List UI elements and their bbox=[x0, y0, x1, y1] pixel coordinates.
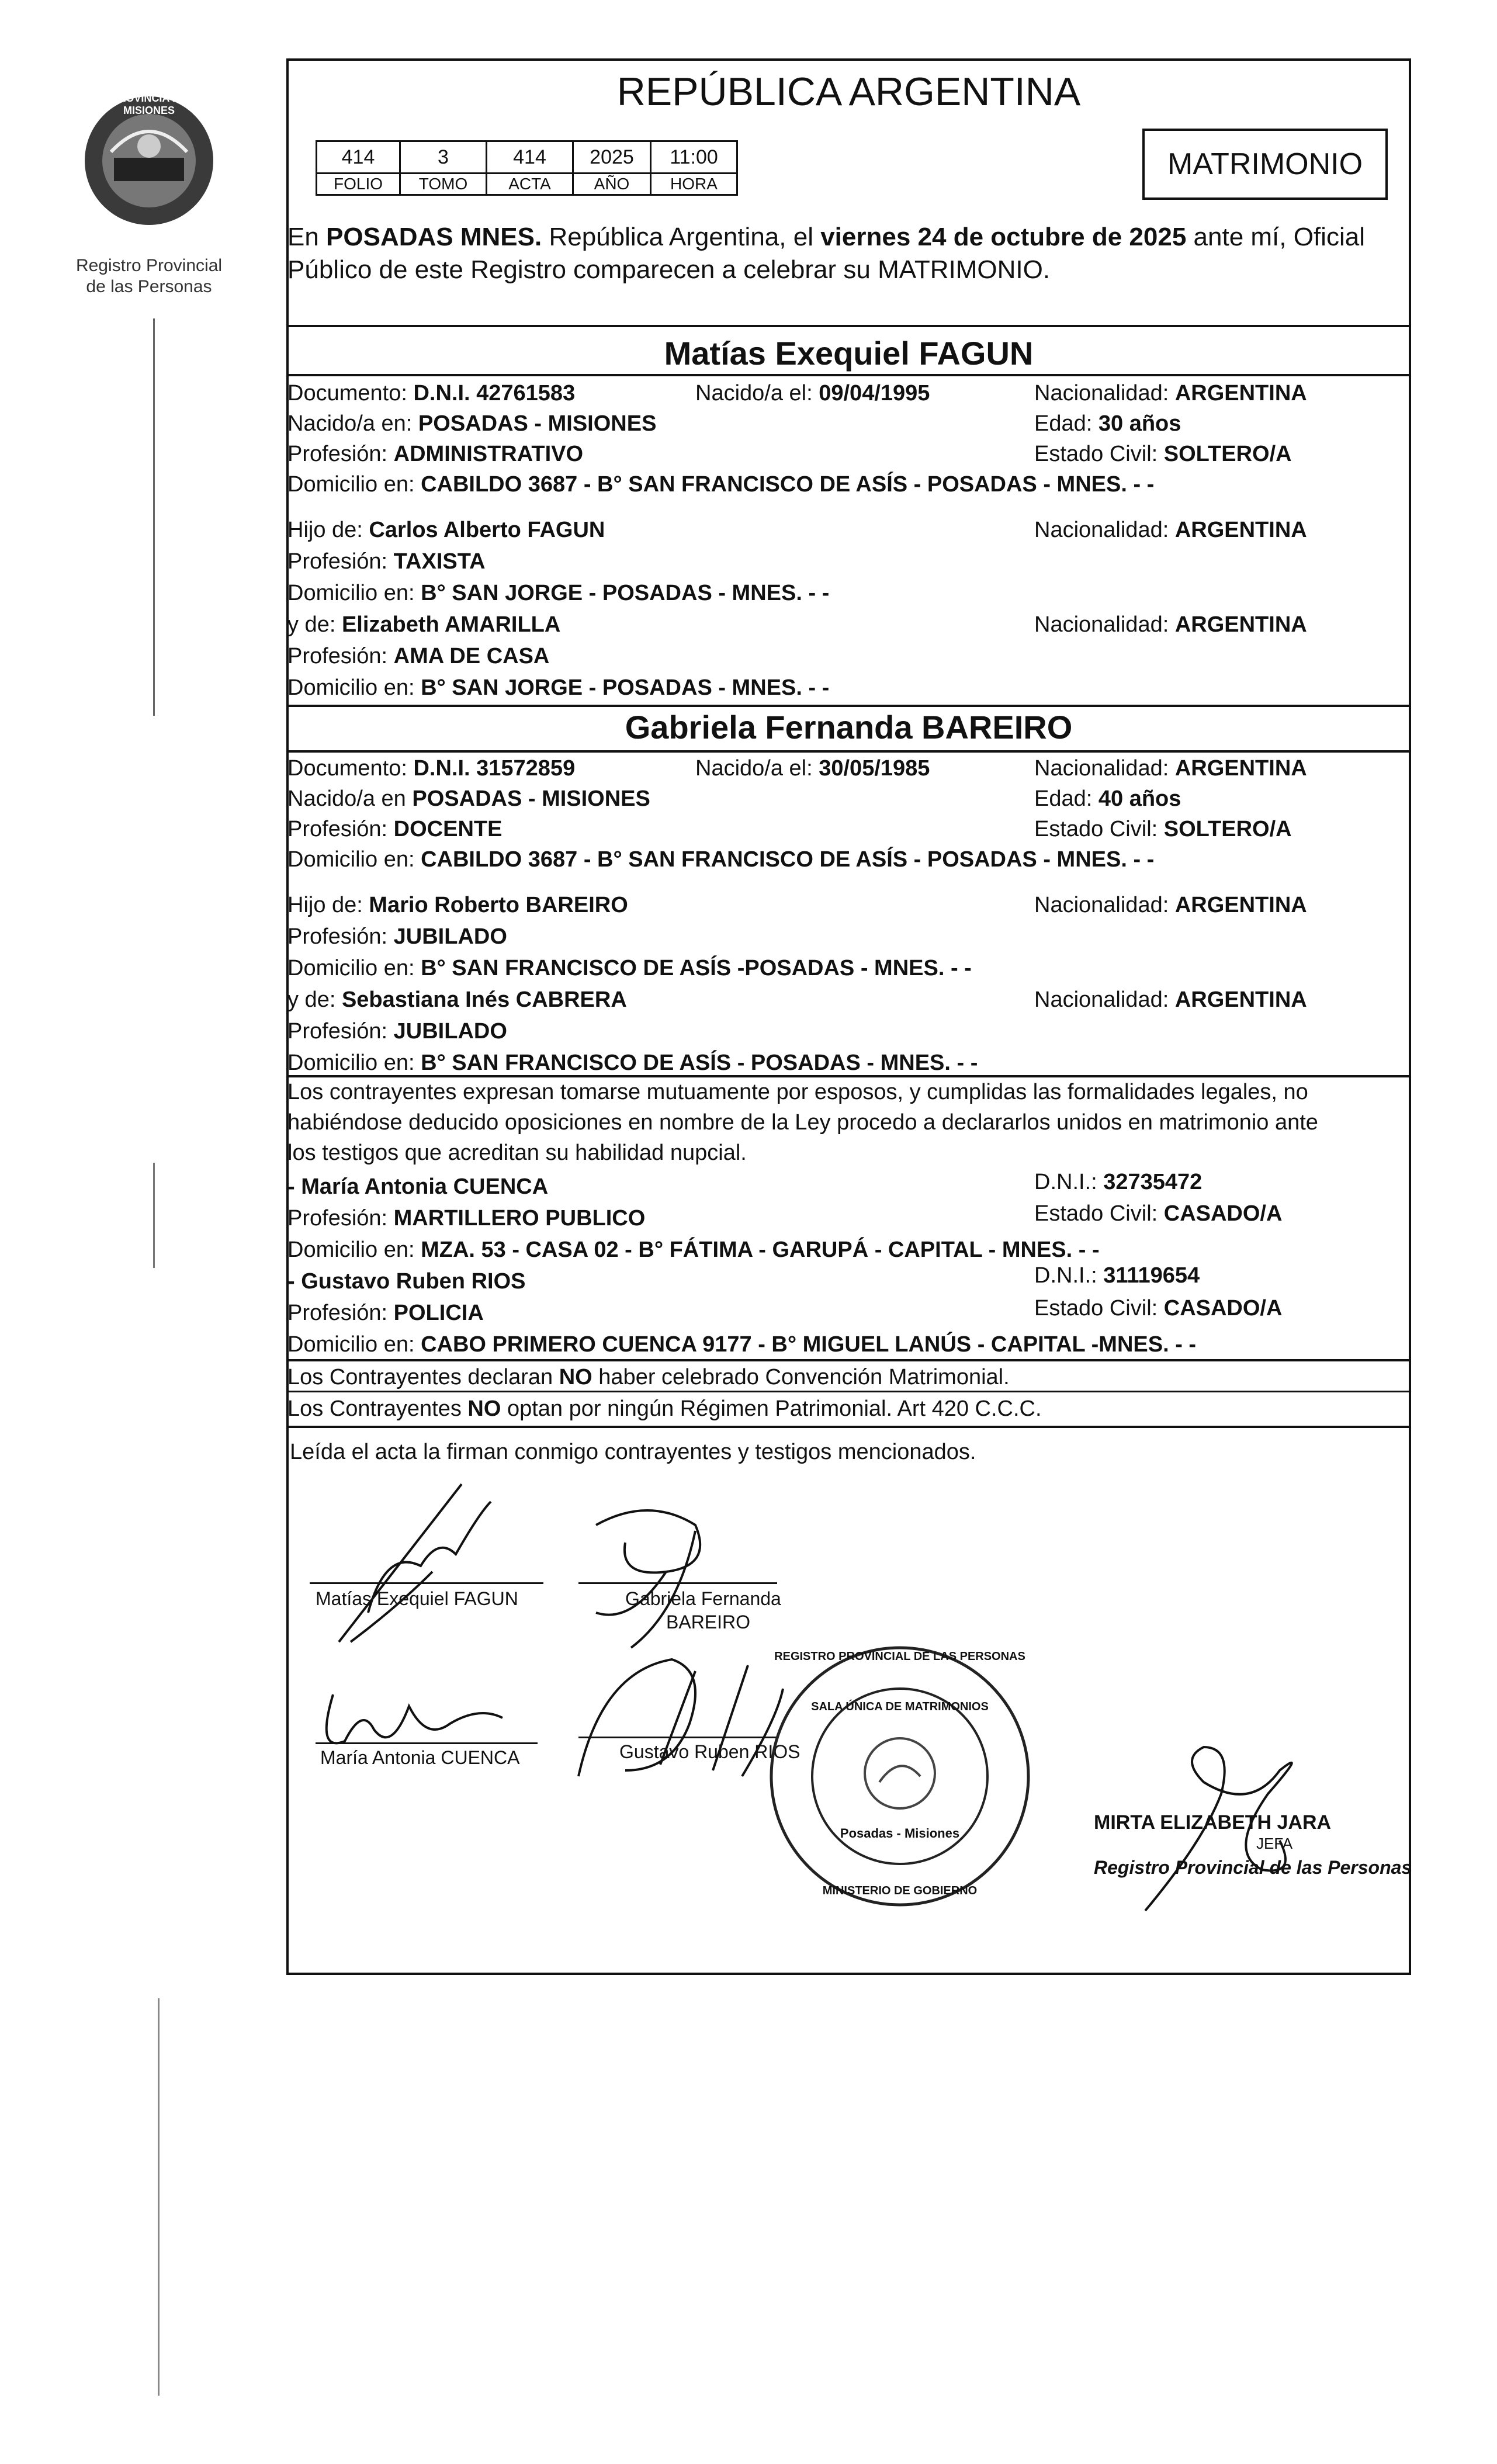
nat-value: ARGENTINA bbox=[1174, 893, 1307, 917]
label: Edad: bbox=[1034, 411, 1099, 436]
witness2-civil-status bbox=[1034, 1295, 1282, 1322]
divider bbox=[286, 1359, 1411, 1361]
bride-age bbox=[1034, 785, 1181, 812]
label: Profesión: bbox=[287, 1206, 394, 1231]
addr-value: B° SAN FRANCISCO DE ASÍS -POSADAS - MNES. - - bbox=[421, 956, 972, 980]
groom-dni: D.N.I. 42761583 bbox=[413, 381, 576, 406]
officer-office: Registro Provincial de las Personas bbox=[1094, 1857, 1412, 1878]
witness2-address bbox=[287, 1331, 1196, 1358]
groom-address bbox=[287, 471, 1154, 498]
acta-value: 414 bbox=[487, 141, 573, 174]
groom-mother-address bbox=[287, 674, 829, 701]
bride-father-profession bbox=[287, 923, 507, 950]
groom-signature-icon bbox=[316, 1467, 561, 1654]
stamp-inner-text: SALA ÚNICA DE MATRIMONIOS bbox=[811, 1700, 989, 1713]
bride-father-address bbox=[287, 955, 972, 982]
groom-civil-value: SOLTERO/A bbox=[1163, 442, 1292, 466]
page-title: REPÚBLICA ARGENTINA bbox=[616, 70, 1081, 114]
label: Profesión: bbox=[287, 549, 394, 574]
groom-birthplace bbox=[287, 410, 656, 437]
divider bbox=[286, 325, 1411, 327]
prof-value: MARTILLERO PUBLICO bbox=[393, 1206, 646, 1231]
groom-father-address bbox=[287, 580, 829, 607]
folio-value: 414 bbox=[317, 141, 400, 174]
dni-value: 32735472 bbox=[1103, 1170, 1203, 1194]
text: optan por ningún Régimen Patrimonial. Art 420 C.C.C. bbox=[501, 1396, 1042, 1421]
witness1-signature-icon bbox=[310, 1636, 555, 1765]
label: Profesión: bbox=[287, 924, 394, 949]
witness2-profession bbox=[287, 1299, 484, 1326]
officer-role: JEFA bbox=[1256, 1835, 1293, 1852]
stamp-bottom-text: MINISTERIO DE GOBIERNO bbox=[822, 1884, 978, 1897]
witness1-dni bbox=[1034, 1169, 1202, 1195]
prof-value: TAXISTA bbox=[393, 549, 486, 574]
margin-mark bbox=[153, 1163, 155, 1268]
signature-line bbox=[316, 1742, 538, 1744]
hora-label: HORA bbox=[651, 174, 737, 195]
groom-profession bbox=[287, 441, 583, 467]
groom-address-value: CABILDO 3687 - B° SAN FRANCISCO DE ASÍS - POSADAS - MNES. - - bbox=[421, 472, 1155, 497]
prof-value: JUBILADO bbox=[393, 924, 507, 949]
label: Profesión: bbox=[287, 644, 394, 668]
intro-place: POSADAS MNES. bbox=[326, 223, 542, 251]
label: Nacionalidad: bbox=[1034, 893, 1175, 917]
logo-caption-line2: de las Personas bbox=[86, 277, 212, 296]
addr-value: B° SAN JORGE - POSADAS - MNES. - - bbox=[421, 675, 830, 700]
groom-name: Matías Exequiel FAGUN bbox=[664, 335, 1034, 372]
label: Profesión: bbox=[287, 442, 394, 466]
signature-line bbox=[310, 1582, 543, 1584]
bride-dni: D.N.I. 31572859 bbox=[413, 756, 576, 781]
groom-mother-name: Elizabeth AMARILLA bbox=[341, 612, 561, 637]
bride-born bbox=[695, 755, 930, 782]
stamp-city: Posadas - Misiones bbox=[840, 1826, 960, 1841]
label: Profesión: bbox=[287, 1301, 394, 1325]
regime-line2 bbox=[287, 1395, 1042, 1422]
groom-nat-value: ARGENTINA bbox=[1174, 381, 1307, 406]
intro-line2: Público de este Registro comparecen a celebrar su MATRIMONIO. bbox=[287, 255, 1051, 284]
bride-father bbox=[287, 892, 628, 919]
intro-prefix: En bbox=[287, 223, 327, 251]
label: y de: bbox=[287, 612, 342, 637]
bride-mother-nationality bbox=[1034, 986, 1307, 1013]
bride-age-value: 40 años bbox=[1098, 786, 1181, 811]
stamp-ring-text: REGISTRO PROVINCIAL DE LAS PERSONAS bbox=[774, 1650, 1025, 1663]
label: Estado Civil: bbox=[1034, 442, 1164, 466]
signature-line bbox=[578, 1582, 777, 1584]
tomo-value: 3 bbox=[400, 141, 487, 174]
groom-father bbox=[287, 517, 605, 543]
emphasis: NO bbox=[559, 1365, 592, 1389]
witness1-name: - María Antonia CUENCA bbox=[287, 1174, 549, 1199]
prof-value: JUBILADO bbox=[393, 1019, 507, 1044]
logo-seal-text: PROVINCIA DE MISIONES bbox=[111, 92, 187, 116]
label: Estado Civil: bbox=[1034, 1296, 1164, 1321]
witness1-profession bbox=[287, 1205, 645, 1232]
margin-mark bbox=[158, 1998, 160, 2396]
bride-mother-profession bbox=[287, 1018, 507, 1045]
label: Estado Civil: bbox=[1034, 1201, 1164, 1226]
label: Domicilio en: bbox=[287, 1332, 421, 1357]
label: Documento: bbox=[287, 381, 414, 406]
acta-label: ACTA bbox=[487, 174, 573, 195]
divider bbox=[286, 705, 1411, 707]
prof-value: POLICIA bbox=[393, 1301, 484, 1325]
bride-mother-address bbox=[287, 1049, 978, 1076]
hora-value: 11:00 bbox=[651, 141, 737, 174]
dni-value: 31119654 bbox=[1103, 1263, 1200, 1288]
logo-caption-line1: Registro Provincial bbox=[75, 256, 223, 275]
groom-signature-label: Matías Exequiel FAGUN bbox=[316, 1588, 518, 1609]
bride-address bbox=[287, 846, 1154, 873]
bride-civil-value: SOLTERO/A bbox=[1163, 817, 1292, 841]
label: Estado Civil: bbox=[1034, 817, 1164, 841]
text: Los Contrayentes bbox=[287, 1396, 468, 1421]
addr-value: CABO PRIMERO CUENCA 9177 - B° MIGUEL LANÚS - CAPITAL -MNES. - - bbox=[421, 1332, 1197, 1357]
label: Domicilio en: bbox=[287, 1051, 421, 1075]
divider bbox=[286, 1391, 1411, 1392]
bride-birthplace-value: POSADAS - MISIONES bbox=[412, 786, 650, 811]
bride-birthplace bbox=[287, 785, 650, 812]
label: Edad: bbox=[1034, 786, 1099, 811]
label: Nacido/a el: bbox=[695, 756, 819, 781]
addr-value: B° SAN FRANCISCO DE ASÍS - POSADAS - MNES. - - bbox=[421, 1051, 978, 1075]
bride-prof-value: DOCENTE bbox=[393, 817, 503, 841]
bride-signature-label1: Gabriela Fernanda bbox=[625, 1588, 781, 1609]
closing-text: Leída el acta la firman conmigo contrayentes y testigos mencionados. bbox=[290, 1440, 976, 1464]
folio-label: FOLIO bbox=[317, 174, 400, 195]
label: Domicilio en: bbox=[287, 472, 421, 497]
label: Nacido/a en bbox=[287, 786, 413, 811]
divider bbox=[286, 750, 1411, 753]
groom-document bbox=[287, 380, 575, 407]
intro-mid: República Argentina, el bbox=[542, 223, 821, 251]
registry-labels-row bbox=[317, 174, 737, 195]
groom-father-name: Carlos Alberto FAGUN bbox=[369, 518, 605, 542]
tomo-label: TOMO bbox=[400, 174, 487, 195]
regime-line1 bbox=[287, 1364, 1010, 1391]
registry-stamp-icon bbox=[760, 1636, 1040, 1917]
bride-signature-label2: BAREIRO bbox=[666, 1612, 751, 1633]
act-type-box: MATRIMONIO bbox=[1142, 129, 1388, 200]
groom-father-profession bbox=[287, 548, 486, 575]
label: Nacionalidad: bbox=[1034, 612, 1175, 637]
groom-prof-value: ADMINISTRATIVO bbox=[393, 442, 584, 466]
bride-name: Gabriela Fernanda BAREIRO bbox=[625, 709, 1073, 746]
nat-value: ARGENTINA bbox=[1174, 987, 1307, 1012]
witness2-dni bbox=[1034, 1262, 1200, 1289]
groom-born bbox=[695, 380, 930, 407]
bride-address-value: CABILDO 3687 - B° SAN FRANCISCO DE ASÍS - POSADAS - MNES. - - bbox=[421, 847, 1155, 872]
civil-value: CASADO/A bbox=[1163, 1296, 1283, 1321]
registry-table bbox=[316, 140, 738, 196]
anio-label: AÑO bbox=[573, 174, 651, 195]
prof-value: AMA DE CASA bbox=[393, 644, 550, 668]
label: Domicilio en: bbox=[287, 956, 421, 980]
groom-mother-nationality bbox=[1034, 611, 1307, 638]
label: Nacionalidad: bbox=[1034, 987, 1175, 1012]
groom-father-nationality bbox=[1034, 517, 1307, 543]
label: Hijo de: bbox=[287, 893, 369, 917]
label: Domicilio en: bbox=[287, 675, 421, 700]
declaration-line3: los testigos que acreditan su habilidad nupcial. bbox=[287, 1141, 747, 1165]
divider bbox=[286, 374, 1411, 376]
addr-value: MZA. 53 - CASA 02 - B° FÁTIMA - GARUPÁ - CAPITAL - MNES. - - bbox=[421, 1238, 1100, 1262]
label: D.N.I.: bbox=[1034, 1263, 1104, 1288]
groom-mother-profession bbox=[287, 643, 549, 670]
text: haber celebrado Convención Matrimonial. bbox=[592, 1365, 1010, 1389]
signature-line bbox=[578, 1737, 777, 1738]
groom-nationality bbox=[1034, 380, 1307, 407]
label: Domicilio en: bbox=[287, 1238, 421, 1262]
nat-value: ARGENTINA bbox=[1174, 518, 1307, 542]
bride-profession bbox=[287, 816, 502, 843]
witness1-address bbox=[287, 1236, 1100, 1263]
anio-value: 2025 bbox=[573, 141, 651, 174]
label: Documento: bbox=[287, 756, 414, 781]
divider bbox=[286, 1426, 1411, 1428]
label: y de: bbox=[287, 987, 342, 1012]
witness2-name: - Gustavo Ruben RIOS bbox=[287, 1269, 526, 1294]
intro-line1 bbox=[287, 222, 1406, 252]
groom-birthdate: 09/04/1995 bbox=[819, 381, 930, 406]
registry-values-row bbox=[317, 141, 737, 174]
label: Hijo de: bbox=[287, 518, 369, 542]
label: Domicilio en: bbox=[287, 581, 421, 605]
bride-father-name: Mario Roberto BAREIRO bbox=[369, 893, 628, 917]
bride-nat-value: ARGENTINA bbox=[1174, 756, 1307, 781]
civil-value: CASADO/A bbox=[1163, 1201, 1283, 1226]
addr-value: B° SAN JORGE - POSADAS - MNES. - - bbox=[421, 581, 830, 605]
bride-nationality bbox=[1034, 755, 1307, 782]
margin-mark bbox=[153, 318, 155, 716]
divider bbox=[286, 1075, 1411, 1077]
groom-civil-status bbox=[1034, 441, 1292, 467]
label: Nacionalidad: bbox=[1034, 518, 1175, 542]
witness2-signature-label: Gustavo Ruben RIOS bbox=[619, 1741, 801, 1762]
declaration-line1: Los contrayentes expresan tomarse mutuamente por esposos, y cumplidas las formalidades legales, no bbox=[287, 1080, 1308, 1104]
nat-value: ARGENTINA bbox=[1174, 612, 1307, 637]
emphasis: NO bbox=[467, 1396, 501, 1421]
groom-mother bbox=[287, 611, 560, 638]
bride-document bbox=[287, 755, 575, 782]
intro-suffix: ante mí, Oficial bbox=[1186, 223, 1365, 251]
label: D.N.I.: bbox=[1034, 1170, 1104, 1194]
groom-age bbox=[1034, 410, 1181, 437]
witness1-signature-label: María Antonia CUENCA bbox=[320, 1747, 520, 1768]
label: Nacionalidad: bbox=[1034, 756, 1175, 781]
bride-birthdate: 30/05/1985 bbox=[819, 756, 930, 781]
label: Nacido/a en: bbox=[287, 411, 418, 436]
bride-mother bbox=[287, 986, 627, 1013]
bride-mother-name: Sebastiana Inés CABRERA bbox=[341, 987, 627, 1012]
groom-birthplace-value: POSADAS - MISIONES bbox=[418, 411, 657, 436]
label: Nacido/a el: bbox=[695, 381, 819, 406]
text: Los Contrayentes declaran bbox=[287, 1365, 559, 1389]
groom-age-value: 30 años bbox=[1098, 411, 1181, 436]
intro-date: viernes 24 de octubre de 2025 bbox=[820, 223, 1187, 251]
label: Profesión: bbox=[287, 1019, 394, 1044]
declaration-line2: habiéndose deducido oposiciones en nombre de la Ley procedo a declararlos unidos en matrimonio ante bbox=[287, 1110, 1318, 1135]
label: Domicilio en: bbox=[287, 847, 421, 872]
bride-civil-status bbox=[1034, 816, 1292, 843]
province-logo bbox=[76, 88, 222, 234]
label: Nacionalidad: bbox=[1034, 381, 1175, 406]
bride-father-nationality bbox=[1034, 892, 1307, 919]
label: Profesión: bbox=[287, 817, 394, 841]
witness1-civil-status bbox=[1034, 1200, 1282, 1227]
official-stamp bbox=[760, 1636, 1040, 1917]
officer-name: MIRTA ELIZABETH JARA bbox=[1094, 1811, 1332, 1834]
